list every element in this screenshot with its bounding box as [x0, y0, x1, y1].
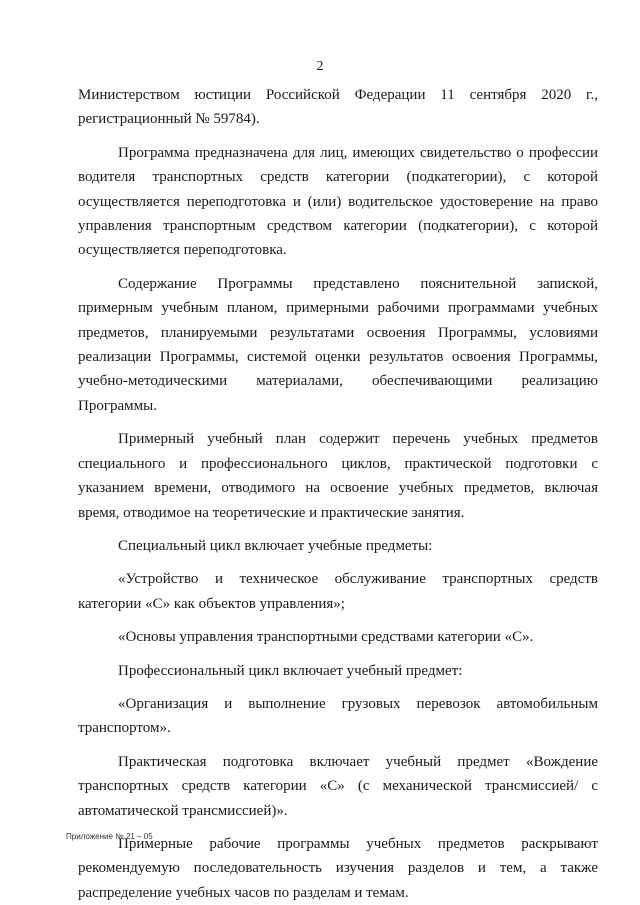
paragraph-registration: Министерством юстиции Российской Федерации 11 сентября 2020 г., регистрационный № 59784). [78, 87, 598, 128]
paragraph-work-programs: Примерные рабочие программы учебных предметов раскрывают рекомендуемую последовательность изучения разделов и тем, а также распределение учебных часов по разделам и темам. [78, 835, 598, 901]
page-number: 2 [316, 59, 324, 74]
paragraph-professional-cycle: Профессиональный цикл включает учебный предмет: [118, 662, 463, 679]
document-body [78, 83, 598, 905]
paragraph-practical-training: Практическая подготовка включает учебный предмет «Вождение транспортных средств категории «С» (с механической трансмиссией/ с автоматической трансмиссией)». [78, 753, 598, 819]
footer-appendix-label: Приложение № 21 – 05 [66, 832, 153, 841]
paragraph-subject-maintenance: «Устройство и техническое обслуживание транспортных средств категории «С» как объектов управления»; [78, 571, 598, 612]
paragraph-target-audience: Программа предназначена для лиц, имеющих свидетельство о профессии водителя транспортных средств категории (подкатегории), с которой осуществляется переподготовка и (или) водительское удостоверение на право управления транспортным средством категории (подкатегории), с которой осуществляется переподготовка. [78, 144, 598, 259]
paragraph-special-cycle: Специальный цикл включает учебные предметы: [118, 537, 433, 554]
paragraph-subject-cargo: «Организация и выполнение грузовых перевозок автомобильным транспортом». [78, 695, 598, 737]
paragraph-subject-driving-basics: «Основы управления транспортными средствами категории «С». [118, 629, 534, 646]
paragraph-curriculum: Примерный учебный план содержит перечень учебных предметов специального и профессионального циклов, практической подготовки с указанием времени, отводимого на освоение учебных предметов, включая время, отводимое на теоретические и практические занятия. [78, 431, 598, 521]
paragraph-program-content: Содержание Программы представлено пояснительной запиской, примерным учебным планом, примерными рабочими программами учебных предметов, планируемыми результатами освоения Программы, условиями реализации Программы, системой оценки результатов освоения Программы, учебно-методическими материалами, обеспечивающими реализацию Программы. [78, 275, 598, 414]
